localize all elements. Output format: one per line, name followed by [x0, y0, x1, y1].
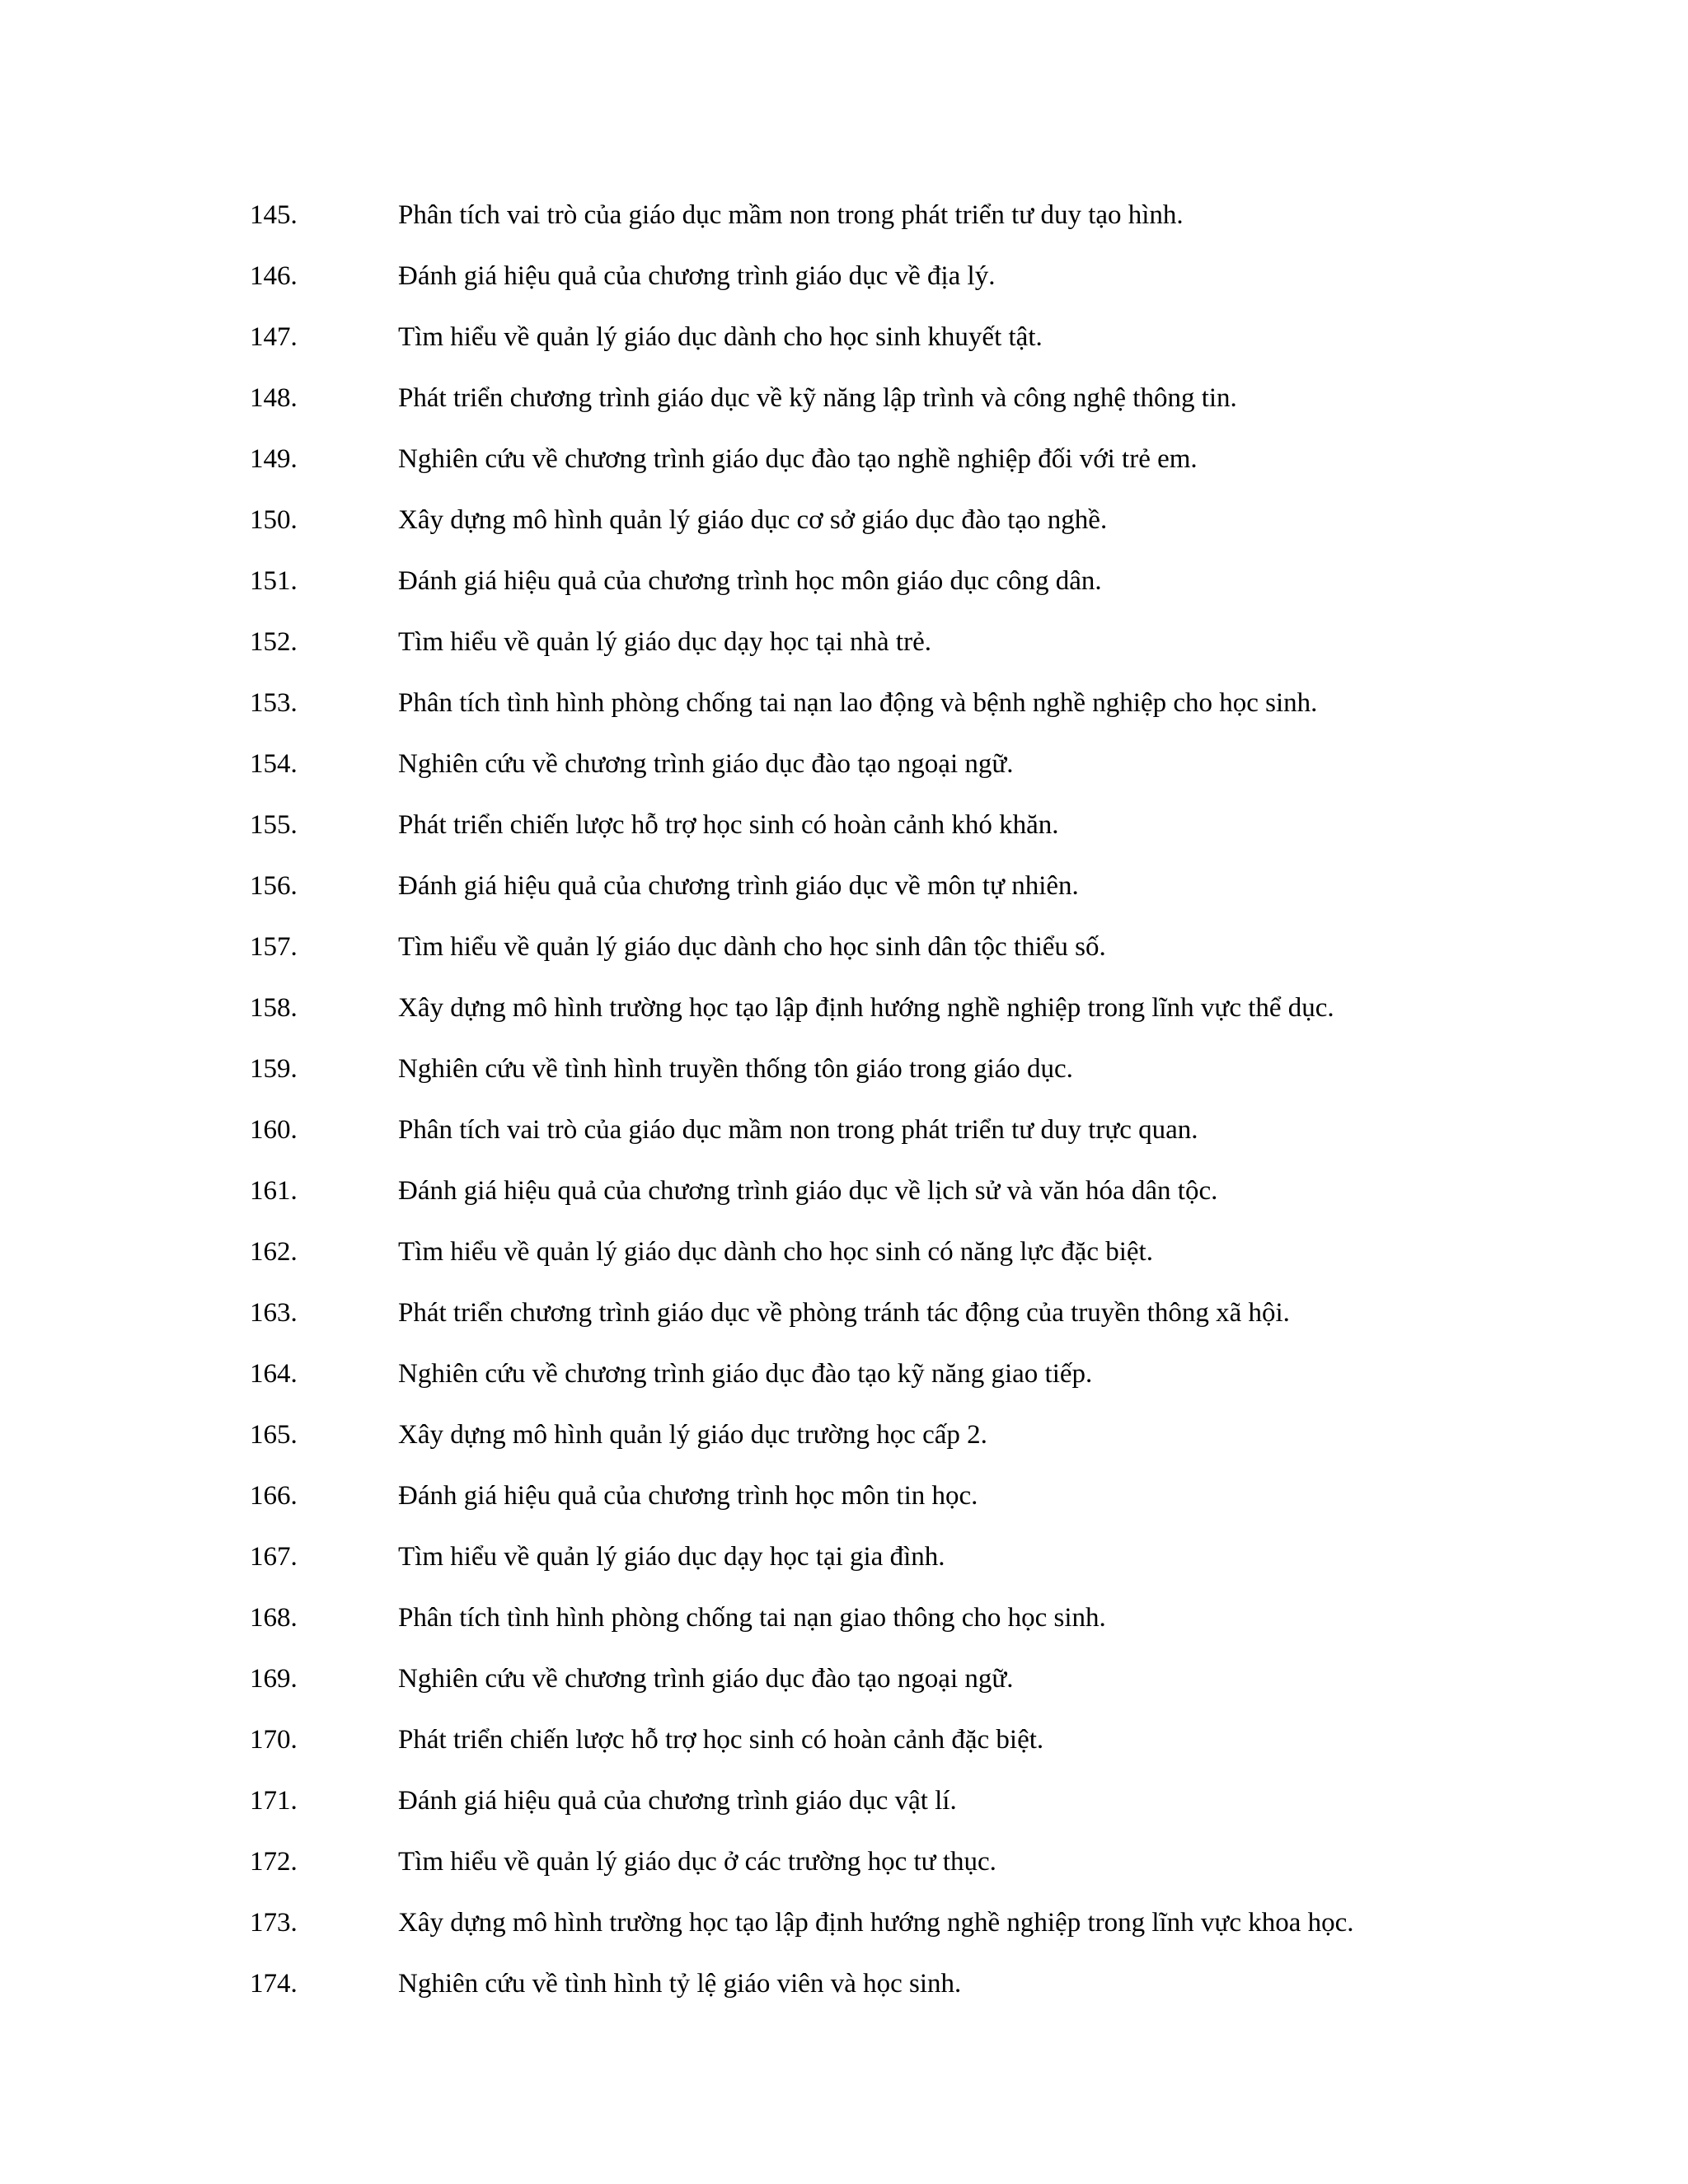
item-text: Phát triển chương trình giáo dục về phòng tránh tác động của truyền thông xã hội.	[398, 1298, 1290, 1328]
item-text: Tìm hiểu về quản lý giáo dục dành cho học sinh dân tộc thiểu số.	[398, 932, 1106, 962]
item-text: Nghiên cứu về chương trình giáo dục đào tạo ngoại ngữ.	[398, 1664, 1014, 1694]
item-text: Đánh giá hiệu quả của chương trình giáo dục về lịch sử và văn hóa dân tộc.	[398, 1176, 1218, 1206]
item-text: Phân tích tình hình phòng chống tai nạn giao thông cho học sinh.	[398, 1603, 1106, 1633]
list-item	[250, 246, 1354, 307]
item-text: Nghiên cứu về tình hình truyền thống tôn giáo trong giáo dục.	[398, 1054, 1073, 1084]
item-text: Xây dựng mô hình quản lý giáo dục trường học cấp 2.	[398, 1420, 987, 1450]
item-text: Phân tích tình hình phòng chống tai nạn lao động và bệnh nghề nghiệp cho học sinh.	[398, 688, 1318, 718]
list-item	[250, 490, 1354, 551]
item-number: 170.	[250, 1725, 298, 1755]
list-item	[250, 185, 1354, 246]
item-text: Đánh giá hiệu quả của chương trình giáo dục vật lí.	[398, 1786, 957, 1816]
item-number: 167.	[250, 1542, 298, 1572]
item-text: Đánh giá hiệu quả của chương trình giáo dục về địa lý.	[398, 261, 996, 291]
list-item	[250, 1587, 1354, 1648]
list-item	[250, 977, 1354, 1038]
item-number: 162.	[250, 1237, 298, 1267]
item-text: Nghiên cứu về chương trình giáo dục đào tạo kỹ năng giao tiếp.	[398, 1359, 1093, 1389]
item-text: Phân tích vai trò của giáo dục mầm non trong phát triển tư duy trực quan.	[398, 1115, 1198, 1145]
list-item	[250, 612, 1354, 673]
list-item	[250, 1099, 1354, 1160]
item-number: 155.	[250, 810, 298, 840]
item-text: Phát triển chương trình giáo dục về kỹ năng lập trình và công nghệ thông tin.	[398, 383, 1237, 413]
list-item	[250, 1343, 1354, 1404]
list-item	[250, 368, 1354, 429]
list-item	[250, 733, 1354, 794]
item-number: 156.	[250, 871, 298, 901]
item-number: 158.	[250, 993, 298, 1023]
item-number: 173.	[250, 1908, 298, 1938]
item-text: Phát triển chiến lược hỗ trợ học sinh có hoàn cảnh đặc biệt.	[398, 1725, 1044, 1755]
list-item	[250, 307, 1354, 368]
item-text: Phát triển chiến lược hỗ trợ học sinh có hoàn cảnh khó khăn.	[398, 810, 1059, 840]
item-number: 153.	[250, 688, 298, 718]
item-text: Đánh giá hiệu quả của chương trình học môn giáo dục công dân.	[398, 566, 1102, 596]
item-number: 168.	[250, 1603, 298, 1633]
list-item	[250, 1892, 1354, 1953]
list-item	[250, 1709, 1354, 1770]
list-item	[250, 1404, 1354, 1465]
list-item	[250, 794, 1354, 855]
list-item	[250, 1160, 1354, 1221]
list-item	[250, 551, 1354, 612]
item-number: 169.	[250, 1664, 298, 1694]
item-number: 163.	[250, 1298, 298, 1328]
item-number: 147.	[250, 322, 298, 352]
item-number: 157.	[250, 932, 298, 962]
list-item	[250, 1831, 1354, 1892]
item-number: 164.	[250, 1359, 298, 1389]
item-text: Nghiên cứu về chương trình giáo dục đào tạo nghề nghiệp đối với trẻ em.	[398, 444, 1198, 474]
list-item	[250, 429, 1354, 490]
item-text: Nghiên cứu về chương trình giáo dục đào tạo ngoại ngữ.	[398, 749, 1014, 779]
item-number: 152.	[250, 627, 298, 657]
list-item	[250, 1221, 1354, 1282]
list-item	[250, 855, 1354, 916]
list-item	[250, 1953, 1354, 2014]
list-item	[250, 1282, 1354, 1343]
item-text: Tìm hiểu về quản lý giáo dục dạy học tại gia đình.	[398, 1542, 945, 1572]
list-item	[250, 1648, 1354, 1709]
item-text: Xây dựng mô hình quản lý giáo dục cơ sở giáo dục đào tạo nghề.	[398, 505, 1108, 535]
item-number: 159.	[250, 1054, 298, 1084]
item-number: 149.	[250, 444, 298, 474]
item-text: Tìm hiểu về quản lý giáo dục ở các trường học tư thục.	[398, 1847, 996, 1877]
item-text: Nghiên cứu về tình hình tỷ lệ giáo viên và học sinh.	[398, 1969, 962, 1999]
item-number: 161.	[250, 1176, 298, 1206]
list-item	[250, 1465, 1354, 1526]
topic-list	[250, 185, 1354, 2014]
item-text: Tìm hiểu về quản lý giáo dục dạy học tại nhà trẻ.	[398, 627, 931, 657]
item-number: 154.	[250, 749, 298, 779]
item-number: 151.	[250, 566, 298, 596]
item-number: 166.	[250, 1481, 298, 1511]
item-number: 150.	[250, 505, 298, 535]
item-text: Xây dựng mô hình trường học tạo lập định hướng nghề nghiệp trong lĩnh vực khoa học.	[398, 1908, 1354, 1938]
item-text: Đánh giá hiệu quả của chương trình giáo dục về môn tự nhiên.	[398, 871, 1079, 901]
item-number: 171.	[250, 1786, 298, 1816]
item-number: 146.	[250, 261, 298, 291]
list-item	[250, 1526, 1354, 1587]
list-item	[250, 673, 1354, 733]
item-text: Đánh giá hiệu quả của chương trình học môn tin học.	[398, 1481, 978, 1511]
list-item	[250, 1038, 1354, 1099]
item-number: 174.	[250, 1969, 298, 1999]
list-item	[250, 1770, 1354, 1831]
item-text: Phân tích vai trò của giáo dục mầm non trong phát triển tư duy tạo hình.	[398, 200, 1184, 230]
item-number: 172.	[250, 1847, 298, 1877]
item-number: 148.	[250, 383, 298, 413]
item-number: 160.	[250, 1115, 298, 1145]
item-text: Tìm hiểu về quản lý giáo dục dành cho học sinh có năng lực đặc biệt.	[398, 1237, 1153, 1267]
item-number: 145.	[250, 200, 298, 230]
item-text: Xây dựng mô hình trường học tạo lập định hướng nghề nghiệp trong lĩnh vực thể dục.	[398, 993, 1334, 1023]
item-text: Tìm hiểu về quản lý giáo dục dành cho học sinh khuyết tật.	[398, 322, 1043, 352]
list-item	[250, 916, 1354, 977]
item-number: 165.	[250, 1420, 298, 1450]
